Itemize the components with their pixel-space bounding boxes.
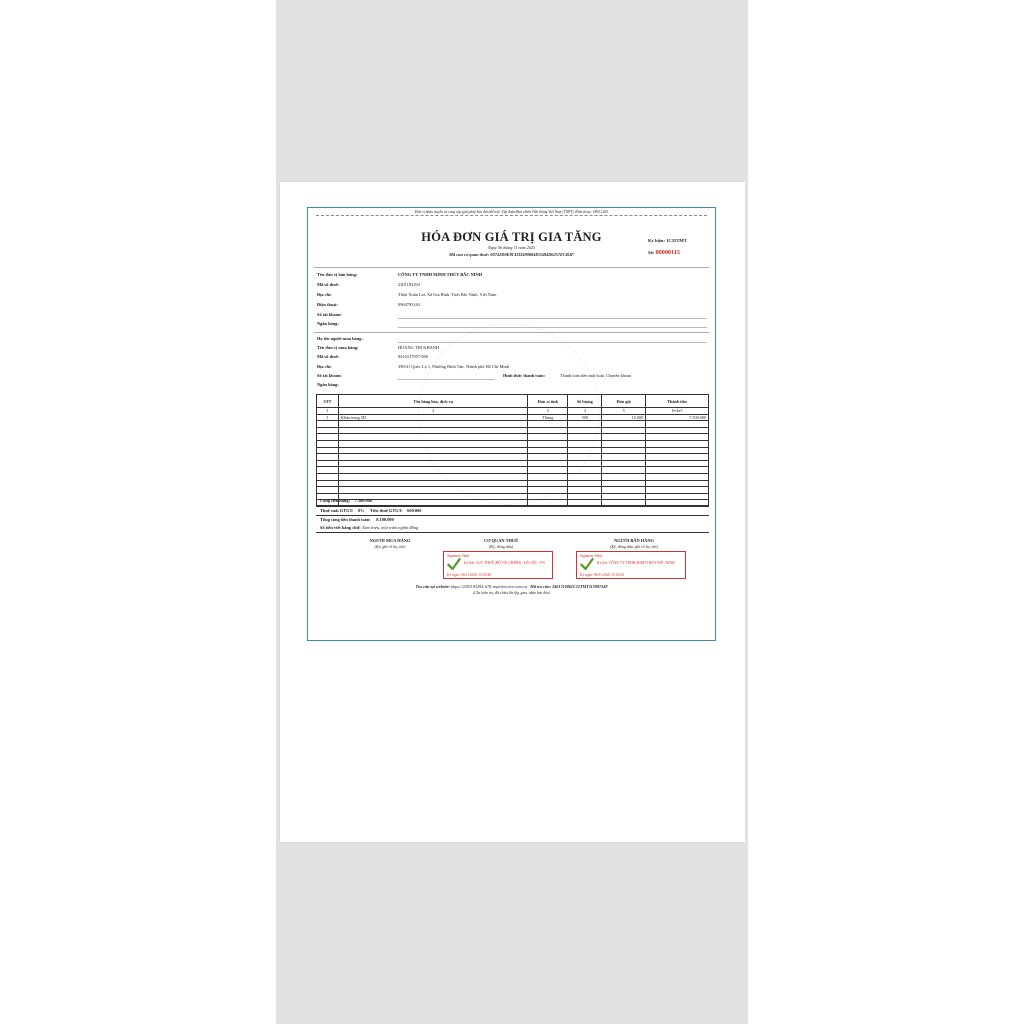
col-unit: Đơn vị tính <box>528 395 568 408</box>
col-name: Tên hàng hóa, dịch vụ <box>338 395 527 408</box>
words-value: Tám triệu, một trăm nghìn đồng <box>361 525 419 530</box>
subtotal <box>320 498 372 503</box>
lookup-website-label: Tra cứu tại website: <box>415 584 450 589</box>
tax-sign-sub: (Ký, đóng dấu) <box>488 544 514 549</box>
row-name: Khẩu trang 5D <box>338 414 527 421</box>
empty-row <box>317 454 709 461</box>
index-cell: 5 <box>602 408 646 415</box>
items-table <box>316 394 709 507</box>
row-unit: Thùng <box>528 414 568 421</box>
empty-row <box>317 460 709 467</box>
seller-sig-date: Ký ngày: 06/11/2025 15:03:25 <box>580 573 625 577</box>
payment-value: Thanh toán tiền mặt hoặc Chuyển khoản <box>560 373 632 378</box>
lookup-website[interactable]: https://2301183294-tt78.vnpt-invoice.com.vn <box>450 584 527 589</box>
tax-sig-valid: Signature Valid <box>447 554 470 558</box>
seller-name-label: Tên đơn vị bán hàng: <box>317 272 358 277</box>
empty-row <box>317 480 709 487</box>
table-row <box>317 414 709 421</box>
empty-row <box>317 467 709 474</box>
table-index-row <box>317 408 709 415</box>
invoice-frame <box>307 207 716 641</box>
lookup-note: (Cần kiểm tra, đối chiếu khi lập, giao, nhận hóa đơn) <box>473 591 550 595</box>
vat-divider <box>316 515 709 516</box>
amount-in-words <box>320 525 418 530</box>
words-label: Số tiền viết bằng chữ: <box>320 525 361 530</box>
tax-sig-org: Ký bởi: CỤC THUẾ (BỘ TÀI CHÍNH) - HÀ NỘI - VN <box>464 561 545 565</box>
words-divider <box>316 532 709 533</box>
vat-rate-value: 8% <box>357 508 365 513</box>
lookup-code: 2461710061C25TMT115987249 <box>552 584 608 589</box>
tax-sign-title: CƠ QUAN THUẾ <box>483 538 519 543</box>
seller-account-label: Số tài khoản: <box>317 312 342 317</box>
tax-code-value: 00742D0E8CD33498684D55B4D6257ECB3F <box>490 252 574 257</box>
invoice-serial: Ký hiệu: 1C25TMT <box>648 238 687 243</box>
buyer-address: 390/41 Quốc Lộ 1, Phường Bình Tân, Thành phố Hồ Chí Minh <box>398 364 510 369</box>
invoice-date: Ngày 06 tháng 11 năm 2025 <box>487 245 536 250</box>
grand-total-label: Tổng cộng tiền thanh toán: <box>320 517 371 522</box>
empty-row <box>317 473 709 480</box>
buyer-person-label: Họ tên người mua hàng: <box>317 336 363 341</box>
tax-sig-date: Ký ngày: 06/11/2025 15:03:28 <box>447 573 492 577</box>
seller-address-label: Địa chỉ: <box>317 292 332 297</box>
grand-total <box>320 517 394 522</box>
number-value: 00000115 <box>655 249 680 256</box>
row-qty: 500 <box>568 414 602 421</box>
empty-row <box>317 421 709 428</box>
buyer-address-label: Địa chỉ: <box>317 364 332 369</box>
subtotal-label: Cộng tiền hàng: <box>320 498 351 503</box>
seller-sig-valid: Signature Valid <box>580 554 603 558</box>
buyer-account-line <box>398 379 495 380</box>
index-cell: 4 <box>568 408 602 415</box>
seller-phone-label: Điện thoại: <box>317 302 338 307</box>
seller-phone: 0964793163 <box>398 302 420 307</box>
buyer-account-label: Số tài khoản: <box>317 373 342 378</box>
seller-name: CÔNG TY TNHH MINH THỦY BẮC NINH <box>398 272 483 277</box>
seller-bank-line <box>398 327 707 328</box>
table-header-row <box>317 395 709 408</box>
seller-sign-title: NGƯỜI BÁN HÀNG <box>614 538 654 543</box>
empty-row <box>317 440 709 447</box>
buyer-sign-title: NGƯỜI MUA HÀNG <box>369 538 411 543</box>
seller-signature-box <box>576 551 686 579</box>
buyer-person-line <box>398 342 707 343</box>
col-price: Đơn giá <box>602 395 646 408</box>
empty-row <box>317 493 709 500</box>
vat-rate-label: Thuế suất GTGT: <box>320 508 354 513</box>
header-divider <box>314 267 709 268</box>
lookup-line <box>308 584 715 589</box>
seller-account-line <box>398 318 707 319</box>
col-amount: Thành tiền <box>646 395 709 408</box>
buyer-tax: 8416317957-000 <box>398 354 429 359</box>
buyer-tax-label: Mã số thuế: <box>317 354 340 359</box>
empty-row <box>317 487 709 494</box>
row-price: 15.000 <box>602 414 646 421</box>
buyer-sign-sub: (Ký, ghi rõ họ, tên) <box>374 544 406 549</box>
invoice-title: HÓA ĐƠN GIÁ TRỊ GIA TĂNG <box>421 230 602 244</box>
payment-label: Hình thức thanh toán: <box>503 373 546 378</box>
seller-tax: 2301183294 <box>398 282 420 287</box>
buyer-org: HOÀNG THỊ KHANH <box>398 345 440 350</box>
seller-address: Thôn Xuân Lai, Xã Gia Bình, Tỉnh Bắc Ninh, Việt Nam <box>398 292 497 297</box>
buyer-org-label: Tên đơn vị mua hàng: <box>317 345 359 350</box>
row-stt: 1 <box>317 414 339 421</box>
seller-sig-org: Ký bởi: CÔNG TY TNHH MINH THỦY BẮC NINH <box>597 561 675 565</box>
vat-amount-value: 600.000 <box>407 508 422 513</box>
seller-divider <box>314 332 709 333</box>
grand-total-value: 8.100.000 <box>376 517 394 522</box>
index-cell: 6=4x5 <box>646 408 709 415</box>
empty-row <box>317 447 709 454</box>
invoice-number <box>648 249 680 256</box>
col-qty: Số lượng <box>568 395 602 408</box>
vat-amount-label: Tiền thuế GTGT: <box>370 508 403 513</box>
tax-signature-box <box>443 551 553 579</box>
number-label: Số: <box>648 250 655 255</box>
provider-note: Đơn vị nhận truyền và cung cấp giải pháp hóa đơn điện tử: Tập đoàn Bưu chính Viễn thông Việt Nam (VNPT), Điện thoại: 1800.1260 <box>316 210 707 216</box>
index-cell: 2 <box>338 408 527 415</box>
vat-line <box>320 508 421 513</box>
checkmark-icon <box>447 557 461 571</box>
lookup-code-label: Mã tra cứu: <box>530 584 552 589</box>
seller-tax-label: Mã số thuế: <box>317 282 340 287</box>
empty-row <box>317 427 709 434</box>
seller-sign-sub: (Ký, đóng dấu, ghi rõ họ, tên) <box>610 544 658 549</box>
checkmark-icon <box>580 557 594 571</box>
index-cell: 3 <box>528 408 568 415</box>
buyer-bank-label: Ngân hàng: <box>317 382 339 387</box>
totals-divider <box>316 505 709 506</box>
index-cell: 1 <box>317 408 339 415</box>
subtotal-value: 7.500.000 <box>354 498 372 503</box>
empty-row <box>317 434 709 441</box>
seller-bank-label: Ngân hàng: <box>317 321 339 326</box>
tax-code-label: Mã của cơ quan thuế: <box>449 252 490 257</box>
col-stt: STT <box>317 395 339 408</box>
row-amount: 7.500.000 <box>646 414 709 421</box>
